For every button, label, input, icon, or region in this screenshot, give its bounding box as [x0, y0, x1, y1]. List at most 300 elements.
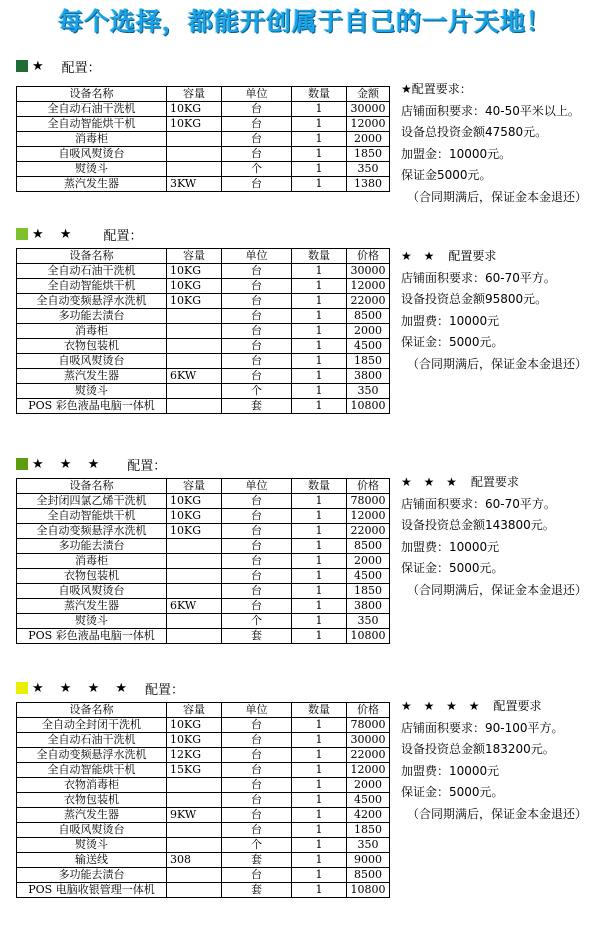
- title-stars: ★ ★: [401, 249, 439, 263]
- table-cell: 台: [222, 494, 292, 509]
- equipment-table: [16, 702, 390, 898]
- table-cell: [167, 778, 222, 793]
- table-cell: 台: [222, 102, 292, 117]
- title-stars: ★ ★ ★ ★: [401, 699, 484, 713]
- table-cell: 自吸风熨烫台: [17, 147, 167, 162]
- table-cell: 全自动变频悬浮水洗机: [17, 524, 167, 539]
- table-cell: [167, 147, 222, 162]
- table-cell: 1: [292, 778, 347, 793]
- table-cell: 1: [292, 294, 347, 309]
- table-cell: 8500: [347, 868, 390, 883]
- table-cell: 3800: [347, 599, 390, 614]
- table-cell: 1: [292, 369, 347, 384]
- table-cell: 1: [292, 808, 347, 823]
- table-cell: 22000: [347, 524, 390, 539]
- color-square-icon: [16, 682, 28, 694]
- table-cell: 10800: [347, 629, 390, 644]
- table-row: [17, 569, 390, 584]
- table-cell: 10KG: [167, 279, 222, 294]
- table-cell: 1: [292, 733, 347, 748]
- table-cell: 全自动石油干洗机: [17, 264, 167, 279]
- column-header: 容量: [167, 703, 222, 718]
- table-header-row: [17, 249, 390, 264]
- table-cell: 个: [222, 162, 292, 177]
- table-cell: 1: [292, 177, 347, 192]
- table-cell: 10KG: [167, 294, 222, 309]
- table-cell: 2000: [347, 554, 390, 569]
- column-header: 单位: [222, 479, 292, 494]
- table-row: [17, 494, 390, 509]
- table-cell: 多功能去渍台: [17, 309, 167, 324]
- table-cell: 308: [167, 853, 222, 868]
- table-row: [17, 584, 390, 599]
- table-cell: [167, 162, 222, 177]
- table-cell: 衣物包装机: [17, 339, 167, 354]
- table-cell: 1: [292, 853, 347, 868]
- table-cell: 12000: [347, 763, 390, 778]
- table-cell: 全自动智能烘干机: [17, 117, 167, 132]
- table-cell: 1: [292, 718, 347, 733]
- config-label: 配置：: [127, 458, 167, 474]
- table-cell: 1: [292, 102, 347, 117]
- table-cell: 6KW: [167, 599, 222, 614]
- table-cell: 10KG: [167, 117, 222, 132]
- table-cell: 蒸汽发生器: [17, 369, 167, 384]
- table-cell: 个: [222, 384, 292, 399]
- table-cell: 350: [347, 614, 390, 629]
- table-cell: 台: [222, 177, 292, 192]
- table-cell: 套: [222, 883, 292, 898]
- table-cell: 1: [292, 279, 347, 294]
- table-cell: 蒸汽发生器: [17, 808, 167, 823]
- section-heading: [16, 58, 101, 74]
- table-cell: 15KG: [167, 763, 222, 778]
- table-cell: 4200: [347, 808, 390, 823]
- table-cell: 套: [222, 399, 292, 414]
- table-cell: 1: [292, 614, 347, 629]
- column-header: 设备名称: [17, 703, 167, 718]
- table-row: [17, 354, 390, 369]
- table-cell: 全自动石油干洗机: [17, 733, 167, 748]
- table-cell: 台: [222, 132, 292, 147]
- table-cell: 全自动全封闭干洗机: [17, 718, 167, 733]
- config-label: 配置：: [61, 60, 101, 76]
- table-cell: 30000: [347, 264, 390, 279]
- investment-total: 设备总投资金额47580元。: [401, 125, 548, 139]
- color-square-icon: [16, 458, 28, 470]
- table-cell: 3800: [347, 369, 390, 384]
- table-cell: 10800: [347, 883, 390, 898]
- table-cell: 10KG: [167, 509, 222, 524]
- table-row: [17, 132, 390, 147]
- table-cell: 全自动变频悬浮水洗机: [17, 294, 167, 309]
- requirements-title: [401, 246, 587, 268]
- table-cell: [167, 584, 222, 599]
- deposit: 保证金：5000元。: [401, 335, 504, 349]
- deposit: 保证金：5000元。: [401, 785, 504, 799]
- table-cell: [167, 868, 222, 883]
- table-cell: 套: [222, 629, 292, 644]
- table-cell: 10800: [347, 399, 390, 414]
- config-label: 配置：: [103, 228, 143, 244]
- table-cell: 1: [292, 399, 347, 414]
- table-cell: 个: [222, 614, 292, 629]
- table-cell: 10KG: [167, 494, 222, 509]
- investment-total: 设备投资总金额183200元。: [401, 742, 555, 756]
- table-cell: 全自动智能烘干机: [17, 279, 167, 294]
- franchise-fee: 加盟费：10000元: [401, 539, 500, 554]
- table-cell: 1: [292, 117, 347, 132]
- table-cell: 10KG: [167, 733, 222, 748]
- table-cell: 台: [222, 733, 292, 748]
- table-cell: 10KG: [167, 718, 222, 733]
- column-header: 单位: [222, 703, 292, 718]
- table-cell: 350: [347, 384, 390, 399]
- table-cell: 1: [292, 823, 347, 838]
- table-cell: 1: [292, 868, 347, 883]
- title-stars: ★: [401, 82, 412, 96]
- table-cell: 9KW: [167, 808, 222, 823]
- table-row: [17, 369, 390, 384]
- table-row: [17, 339, 390, 354]
- deposit: 保证金：5000元。: [401, 561, 504, 575]
- table-cell: 多功能去渍台: [17, 868, 167, 883]
- star-rating: ★ ★ ★: [32, 456, 106, 472]
- column-header: 容量: [167, 479, 222, 494]
- table-cell: 78000: [347, 718, 390, 733]
- table-cell: POS 彩色液晶电脑一体机: [17, 399, 167, 414]
- table-cell: 10KG: [167, 524, 222, 539]
- table-cell: 台: [222, 569, 292, 584]
- area-requirement: 店铺面积要求：60-70平方。: [401, 270, 556, 285]
- table-cell: 消毒柜: [17, 324, 167, 339]
- table-cell: 自吸风熨烫台: [17, 584, 167, 599]
- table-cell: [167, 354, 222, 369]
- config-label: 配置：: [145, 682, 185, 698]
- table-cell: 2000: [347, 778, 390, 793]
- table-cell: 1850: [347, 584, 390, 599]
- table-cell: 熨烫斗: [17, 162, 167, 177]
- table-row: [17, 177, 390, 192]
- table-cell: 自吸风熨烫台: [17, 354, 167, 369]
- table-cell: 台: [222, 369, 292, 384]
- table-cell: 熨烫斗: [17, 838, 167, 853]
- table-cell: 台: [222, 294, 292, 309]
- table-cell: 台: [222, 599, 292, 614]
- column-header: 价格: [347, 249, 390, 264]
- table-cell: 8500: [347, 539, 390, 554]
- color-square-icon: [16, 228, 28, 240]
- deposit-note: （合同期满后，保证金本金退还）: [407, 806, 588, 821]
- table-cell: 台: [222, 584, 292, 599]
- table-cell: [167, 614, 222, 629]
- table-cell: 1: [292, 354, 347, 369]
- title-label: 配置要求: [470, 475, 519, 489]
- table-cell: 衣物包装机: [17, 793, 167, 808]
- requirements-title: [401, 79, 587, 101]
- table-row: [17, 264, 390, 279]
- table-cell: 台: [222, 509, 292, 524]
- table-cell: 台: [222, 264, 292, 279]
- table-row: [17, 718, 390, 733]
- section-heading: [16, 226, 142, 242]
- table-row: [17, 509, 390, 524]
- column-header: 设备名称: [17, 479, 167, 494]
- table-cell: 6KW: [167, 369, 222, 384]
- title-stars: ★ ★ ★: [401, 475, 461, 489]
- table-cell: 台: [222, 324, 292, 339]
- table-cell: 22000: [347, 294, 390, 309]
- table-row: [17, 838, 390, 853]
- table-cell: 台: [222, 279, 292, 294]
- star-rating: ★: [32, 58, 50, 74]
- table-row: [17, 399, 390, 414]
- table-row: [17, 853, 390, 868]
- table-cell: 1: [292, 132, 347, 147]
- table-cell: [167, 384, 222, 399]
- table-cell: 1: [292, 569, 347, 584]
- table-cell: 1: [292, 584, 347, 599]
- table-cell: 全封闭四氯乙烯干洗机: [17, 494, 167, 509]
- table-cell: [167, 539, 222, 554]
- table-cell: 熨烫斗: [17, 614, 167, 629]
- column-header: 价格: [347, 479, 390, 494]
- table-cell: 个: [222, 838, 292, 853]
- table-row: [17, 614, 390, 629]
- table-cell: 1: [292, 509, 347, 524]
- requirements-title: [401, 696, 587, 718]
- area-requirement: 店铺面积要求：60-70平方。: [401, 496, 556, 511]
- table-row: [17, 117, 390, 132]
- table-cell: 1: [292, 554, 347, 569]
- color-square-icon: [16, 60, 28, 72]
- title-label: 配置要求: [493, 699, 542, 713]
- table-cell: 蒸汽发生器: [17, 177, 167, 192]
- table-row: [17, 823, 390, 838]
- table-cell: 自吸风熨烫台: [17, 823, 167, 838]
- table-cell: 10KG: [167, 264, 222, 279]
- table-cell: 9000: [347, 853, 390, 868]
- table-cell: 全自动智能烘干机: [17, 763, 167, 778]
- table-cell: [167, 569, 222, 584]
- table-cell: 350: [347, 838, 390, 853]
- table-row: [17, 554, 390, 569]
- area-requirement: 店铺面积要求：90-100平方。: [401, 720, 564, 735]
- requirements-block: [401, 79, 587, 208]
- table-cell: 全自动变频悬浮水洗机: [17, 748, 167, 763]
- deposit-note: （合同期满后，保证金本金退还）: [407, 356, 588, 371]
- table-row: [17, 868, 390, 883]
- franchise-fee: 加盟费：10000元: [401, 763, 500, 778]
- table-row: [17, 808, 390, 823]
- column-header: 数量: [292, 479, 347, 494]
- table-cell: [167, 793, 222, 808]
- table-cell: 1850: [347, 823, 390, 838]
- star-rating: ★ ★: [32, 226, 78, 242]
- table-cell: 4500: [347, 569, 390, 584]
- table-cell: 熨烫斗: [17, 384, 167, 399]
- table-cell: 衣物包装机: [17, 569, 167, 584]
- table-cell: 2000: [347, 132, 390, 147]
- section-heading: [16, 680, 184, 696]
- column-header: 容量: [167, 87, 222, 102]
- table-cell: [167, 309, 222, 324]
- table-cell: 全自动智能烘干机: [17, 509, 167, 524]
- table-row: [17, 162, 390, 177]
- table-cell: 12000: [347, 509, 390, 524]
- table-cell: [167, 399, 222, 414]
- table-cell: 1380: [347, 177, 390, 192]
- table-cell: [167, 883, 222, 898]
- section-heading: [16, 456, 166, 472]
- table-cell: 台: [222, 808, 292, 823]
- table-row: [17, 733, 390, 748]
- table-cell: 输送线: [17, 853, 167, 868]
- table-cell: 4500: [347, 793, 390, 808]
- table-row: [17, 384, 390, 399]
- table-cell: 12KG: [167, 748, 222, 763]
- table-cell: 4500: [347, 339, 390, 354]
- deposit: 保证金5000元。: [401, 168, 492, 182]
- table-row: [17, 147, 390, 162]
- requirements-block: [401, 472, 587, 601]
- title-label: 配置要求：: [411, 82, 472, 96]
- franchise-fee: 加盟金：10000元。: [401, 146, 512, 161]
- table-cell: 1: [292, 838, 347, 853]
- table-cell: 1: [292, 629, 347, 644]
- table-cell: 台: [222, 147, 292, 162]
- table-cell: 1850: [347, 147, 390, 162]
- table-row: [17, 524, 390, 539]
- table-row: [17, 324, 390, 339]
- table-cell: 1: [292, 748, 347, 763]
- investment-total: 设备投资总金额143800元。: [401, 518, 555, 532]
- table-header-row: [17, 479, 390, 494]
- table-cell: 消毒柜: [17, 554, 167, 569]
- column-header: 价格: [347, 703, 390, 718]
- table-cell: 蒸汽发生器: [17, 599, 167, 614]
- table-header-row: [17, 87, 390, 102]
- table-cell: [167, 823, 222, 838]
- table-cell: [167, 132, 222, 147]
- table-cell: 3KW: [167, 177, 222, 192]
- table-row: [17, 763, 390, 778]
- deposit-note: （合同期满后，保证金本金退还）: [407, 189, 588, 204]
- table-row: [17, 539, 390, 554]
- table-cell: 1: [292, 793, 347, 808]
- column-header: 数量: [292, 87, 347, 102]
- table-cell: 台: [222, 748, 292, 763]
- table-cell: 22000: [347, 748, 390, 763]
- table-cell: 消毒柜: [17, 132, 167, 147]
- table-cell: 衣物消毒柜: [17, 778, 167, 793]
- page-headline: 每个选择，都能开创属于自己的一片天地！: [57, 7, 552, 36]
- table-cell: 全自动石油干洗机: [17, 102, 167, 117]
- column-header: 数量: [292, 249, 347, 264]
- table-cell: POS 彩色液晶电脑一体机: [17, 629, 167, 644]
- table-row: [17, 629, 390, 644]
- requirements-title: [401, 472, 587, 494]
- table-cell: 12000: [347, 117, 390, 132]
- table-cell: 1: [292, 494, 347, 509]
- table-cell: 8500: [347, 309, 390, 324]
- table-cell: 台: [222, 778, 292, 793]
- table-cell: 78000: [347, 494, 390, 509]
- table-cell: 台: [222, 868, 292, 883]
- table-row: [17, 793, 390, 808]
- title-label: 配置要求: [448, 249, 497, 263]
- column-header: 设备名称: [17, 249, 167, 264]
- table-cell: POS 电脑收银管理一体机: [17, 883, 167, 898]
- table-cell: 1850: [347, 354, 390, 369]
- column-header: 数量: [292, 703, 347, 718]
- star-rating: ★ ★ ★ ★: [32, 680, 134, 696]
- table-cell: 1: [292, 539, 347, 554]
- table-row: [17, 279, 390, 294]
- table-cell: 1: [292, 883, 347, 898]
- table-cell: 1: [292, 147, 347, 162]
- table-cell: 1: [292, 384, 347, 399]
- table-cell: 台: [222, 539, 292, 554]
- table-cell: 台: [222, 309, 292, 324]
- table-cell: 台: [222, 554, 292, 569]
- table-row: [17, 102, 390, 117]
- equipment-table: [16, 478, 390, 644]
- table-row: [17, 294, 390, 309]
- table-cell: 2000: [347, 324, 390, 339]
- column-header: 容量: [167, 249, 222, 264]
- table-cell: [167, 629, 222, 644]
- table-cell: 多功能去渍台: [17, 539, 167, 554]
- table-cell: 台: [222, 339, 292, 354]
- table-row: [17, 778, 390, 793]
- table-cell: 1: [292, 264, 347, 279]
- table-cell: 台: [222, 718, 292, 733]
- table-cell: [167, 554, 222, 569]
- franchise-fee: 加盟费：10000元: [401, 313, 500, 328]
- table-cell: 1: [292, 162, 347, 177]
- table-cell: 30000: [347, 733, 390, 748]
- table-header-row: [17, 703, 390, 718]
- table-cell: 台: [222, 793, 292, 808]
- table-row: [17, 748, 390, 763]
- table-cell: 30000: [347, 102, 390, 117]
- table-cell: [167, 838, 222, 853]
- table-cell: 10KG: [167, 102, 222, 117]
- column-header: 单位: [222, 249, 292, 264]
- table-cell: 1: [292, 763, 347, 778]
- requirements-block: [401, 696, 587, 825]
- table-cell: 台: [222, 763, 292, 778]
- table-cell: 台: [222, 524, 292, 539]
- equipment-table: [16, 86, 390, 192]
- table-cell: 1: [292, 309, 347, 324]
- table-cell: 台: [222, 117, 292, 132]
- table-row: [17, 883, 390, 898]
- column-header: 金额: [347, 87, 390, 102]
- table-cell: 1: [292, 339, 347, 354]
- requirements-block: [401, 246, 587, 375]
- table-cell: [167, 324, 222, 339]
- equipment-table: [16, 248, 390, 414]
- table-row: [17, 599, 390, 614]
- table-cell: 1: [292, 524, 347, 539]
- table-cell: 台: [222, 354, 292, 369]
- deposit-note: （合同期满后，保证金本金退还）: [407, 582, 588, 597]
- area-requirement: 店铺面积要求：40-50平米以上。: [401, 103, 580, 118]
- column-header: 单位: [222, 87, 292, 102]
- table-cell: 1: [292, 324, 347, 339]
